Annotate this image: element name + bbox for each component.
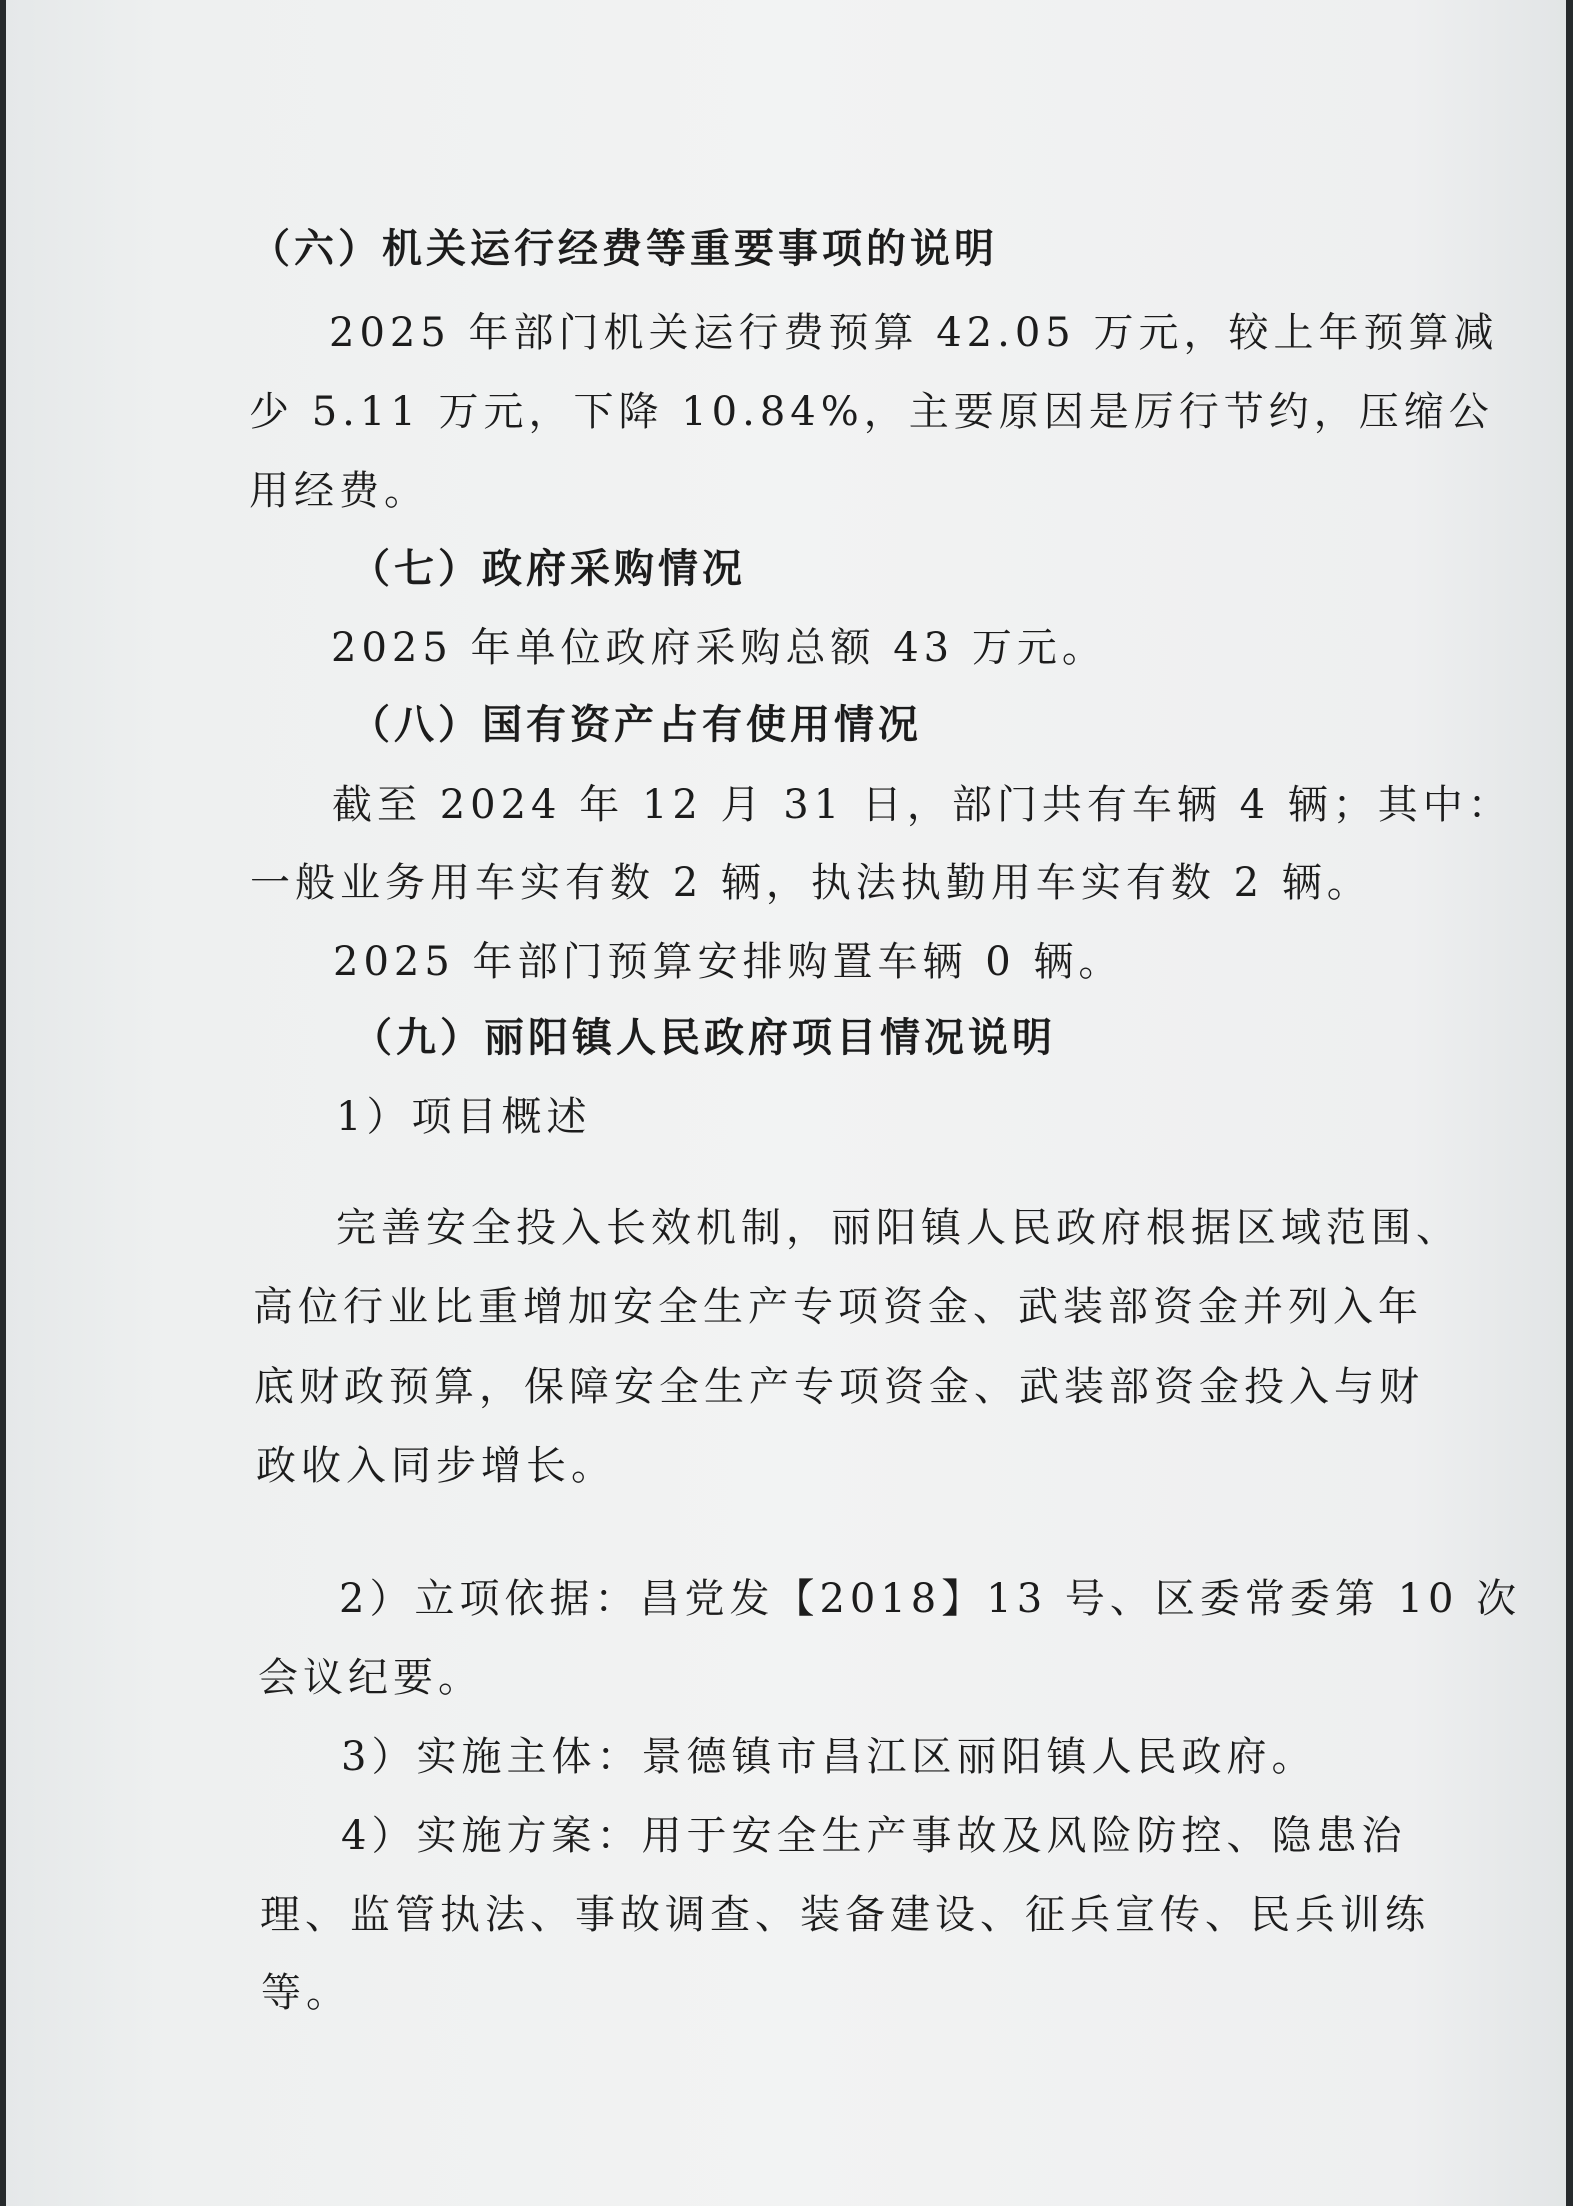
body-line: 完善安全投入长效机制，丽阳镇人民政府根据区域范围、 (336, 1205, 1461, 1251)
body-line: 高位行业比重增加安全生产专项资金、武装部资金并列入年 (253, 1284, 1423, 1330)
body-line: 底财政预算，保障安全生产专项资金、武装部资金投入与财 (254, 1364, 1424, 1410)
body-line: 2025 年单位政府采购总额 43 万元。 (331, 625, 1107, 671)
body-line: 用经费。 (249, 468, 429, 514)
document-page (6, 0, 1566, 2206)
body-line: 1）项目概述 (336, 1094, 592, 1140)
body-line: 等。 (261, 1970, 351, 2016)
body-line: 理、监管执法、事故调查、装备建设、征兵宣传、民兵训练 (260, 1892, 1430, 1938)
body-line: 3）实施主体：景德镇市昌江区丽阳镇人民政府。 (341, 1734, 1317, 1780)
section-heading-7: （七）政府采购情况 (350, 545, 746, 592)
body-line: 一般业务用车实有数 2 辆，执法执勤用车实有数 2 辆。 (250, 860, 1372, 906)
body-line: 会议纪要。 (258, 1655, 483, 1701)
section-heading-9: （九）丽阳镇人民政府项目情况说明 (352, 1014, 1056, 1061)
page-body (6, 0, 1566, 2206)
section-heading-6: （六）机关运行经费等重要事项的说明 (250, 225, 998, 272)
body-line: 截至 2024 年 12 月 31 日，部门共有车辆 4 辆；其中： (332, 782, 1513, 828)
body-line: 2025 年部门机关运行费预算 42.05 万元，较上年预算减 (329, 310, 1499, 356)
section-heading-8: （八）国有资产占有使用情况 (350, 701, 922, 748)
body-line: 政收入同步增长。 (256, 1443, 616, 1489)
body-line: 2）立项依据：昌党发【2018】13 号、区委常委第 10 次 (339, 1576, 1522, 1622)
body-line: 2025 年部门预算安排购置车辆 0 辆。 (333, 939, 1124, 985)
body-line: 少 5.11 万元，下降 10.84%，主要原因是厉行节约，压缩公 (249, 389, 1494, 435)
body-line: 4）实施方案：用于安全生产事故及风险防控、隐患治 (341, 1813, 1407, 1859)
